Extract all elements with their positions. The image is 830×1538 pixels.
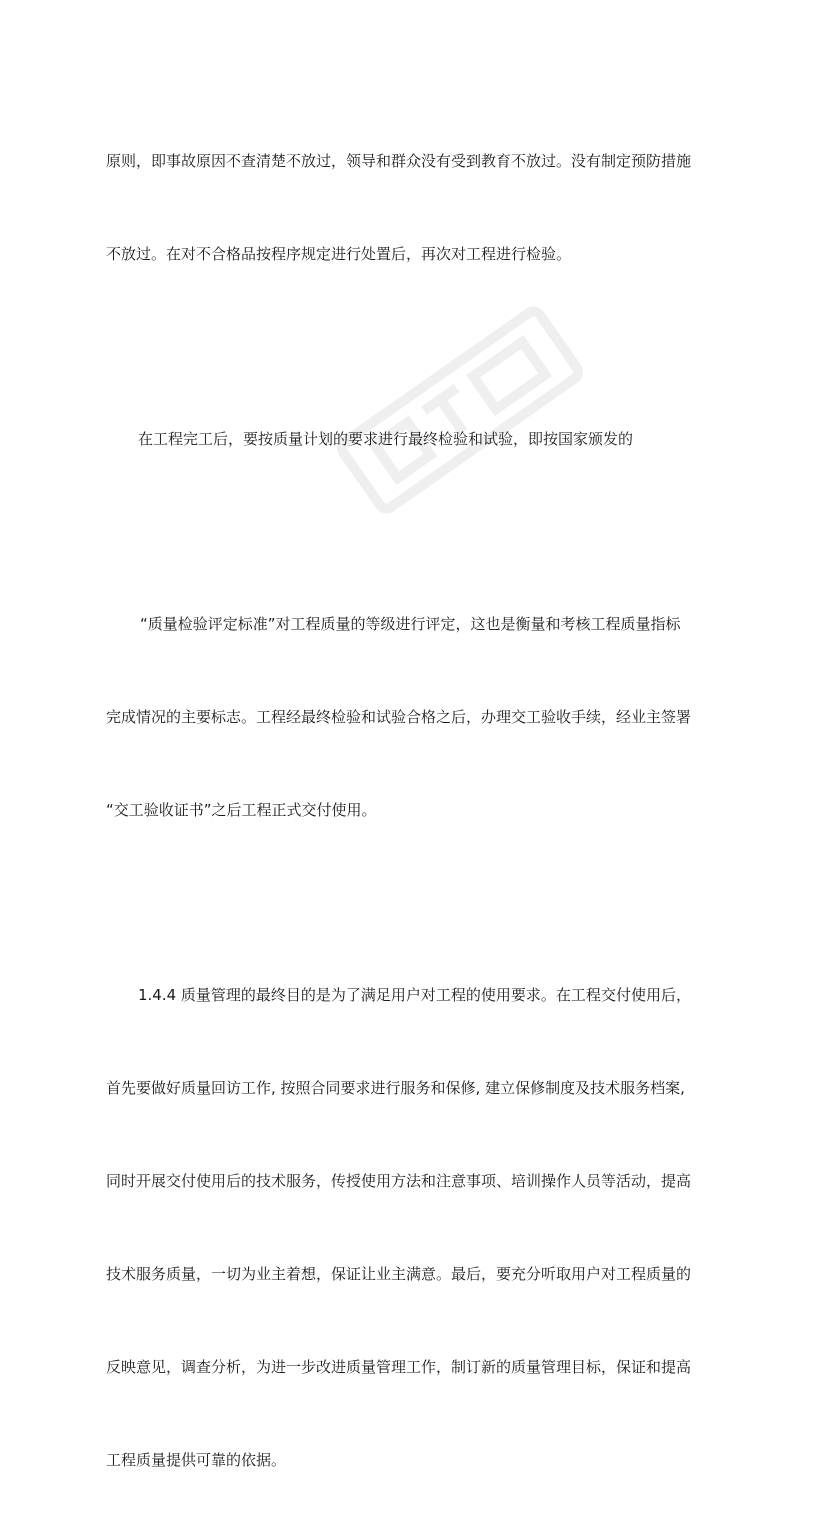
paragraph-line: 技术服务质量，一切为业主着想，保证让业主满意。最后，要充分听取用户对工程质量的	[106, 1265, 692, 1283]
paragraph-quality-standard	[106, 547, 726, 888]
paragraph-accident-principle	[106, 84, 726, 332]
paragraph-line: 不放过。在对不合格品按程序规定进行处置后，再次对工程进行检验。	[106, 245, 572, 263]
paragraph-line: 完成情况的主要标志。工程经最终检验和试验合格之后，办理交工验收手续，经业主签署	[106, 708, 692, 726]
paragraph-quality-management-goal	[106, 918, 726, 1538]
paragraph-line: 首先要做好质量回访工作, 按照合同要求进行服务和保修, 建立保修制度及技术服务档案,	[106, 1079, 685, 1097]
paragraph-line: “质量检验评定标准”对工程质量的等级进行评定，这也是衡量和考核工程质量指标	[140, 615, 681, 633]
paragraph-line: “交工验收证书”之后工程正式交付使用。	[106, 801, 377, 819]
paragraph-line: 同时开展交付使用后的技术服务，传授使用方法和注意事项、培训操作人员等活动，提高	[106, 1172, 692, 1190]
paragraph-line: 原则，即事故原因不查清楚不放过，领导和群众没有受到教育不放过。没有制定预防措施	[106, 152, 692, 170]
document-body	[106, 84, 726, 1538]
paragraph-final-inspection	[106, 362, 726, 517]
paragraph-line: 1.4.4 质量管理的最终目的是为了满足用户对工程的使用要求。在工程交付使用后，	[138, 986, 691, 1004]
paragraph-line: 工程质量提供可靠的依据。	[106, 1451, 287, 1469]
paragraph-line: 在工程完工后，要按质量计划的要求进行最终检验和试验，即按国家颁发的	[138, 430, 634, 448]
paragraph-line: 反映意见，调查分析，为进一步改进质量管理工作，制订新的质量管理目标，保证和提高	[106, 1358, 692, 1376]
